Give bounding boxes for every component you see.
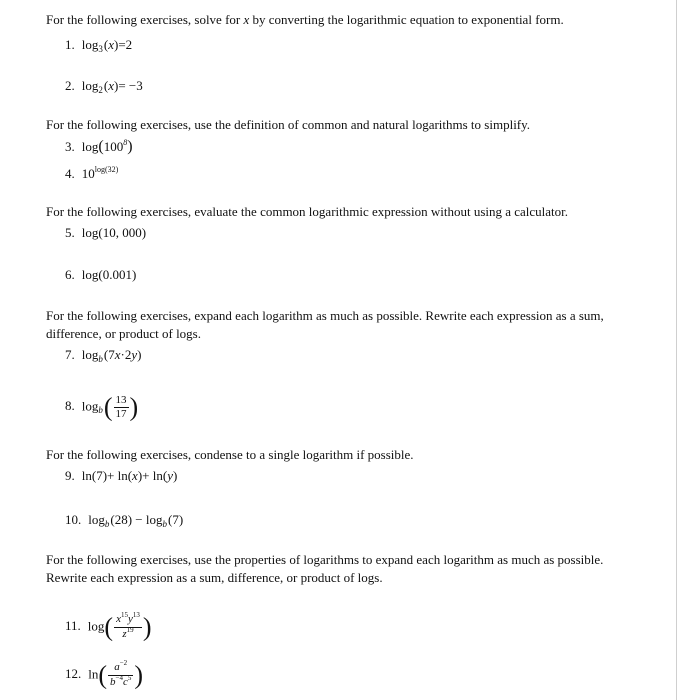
instruction-simplify: For the following exercises, use the definition of common and natural logarithms to simplify. (46, 117, 531, 132)
instruction-condense: For the following exercises, condense to a single logarithm if possible. (46, 447, 414, 462)
exercise-2: 2. $\log_2(x)= -3$ (65, 78, 143, 95)
fraction: $\frac{a^{-2}}{b^{-4}c^5}$ (110, 659, 132, 688)
instruction-expand: For the following exercises, expand each logarithm as much as possible. Rewrite each expression as a sum, difference, or product of logs. (46, 308, 604, 341)
instruction-evaluate: For the following exercises, evaluate the common logarithmic expression without using a calculator. (46, 204, 569, 219)
exercise-4: 4. $10^{log(32)}$ (65, 165, 119, 181)
exercise-3: 3. $\log(100^8)$ (65, 138, 133, 155)
exercise-11: 11. log( $\frac{x^{15}y^{13}}{z^{19}}$ ) (65, 611, 152, 642)
exercise-6: 6. log(0.001) (65, 267, 137, 282)
fraction: $\frac{13}{17}$ (115, 394, 127, 420)
page-edge-line (676, 0, 677, 700)
exercise-8: 8. $\log_b$( $\frac{13}{17}$ ) (65, 392, 139, 422)
exercise-5: 5. log(10, 000) (65, 225, 147, 240)
exercise-1: 1. $\log_3(x)=2$ (65, 37, 133, 54)
exercise-10: 10. $\log_b(28) - \log_b(7)$ (65, 512, 184, 529)
instruction-solve: For the following exercises, solve for x by converting the logarithmic equation to exponential form. (46, 12, 564, 27)
exercise-7: 7. $\log_b(7x\cdot 2y)$ (65, 347, 142, 364)
exercise-12: 12. ln( $\frac{a^{-2}}{b^{-4}c^5}$ ) (65, 659, 144, 690)
instruction-properties: For the following exercises, use the properties of logarithms to expand each logarithm as much as possible. Rewrite each expression as a sum, difference, or product of logs. (46, 552, 604, 585)
exercise-9: 9. ln(7)+ ln(x)+ ln(y) (65, 468, 178, 483)
fraction: $\frac{x^{15}y^{13}}{z^{19}}$ (116, 611, 140, 640)
